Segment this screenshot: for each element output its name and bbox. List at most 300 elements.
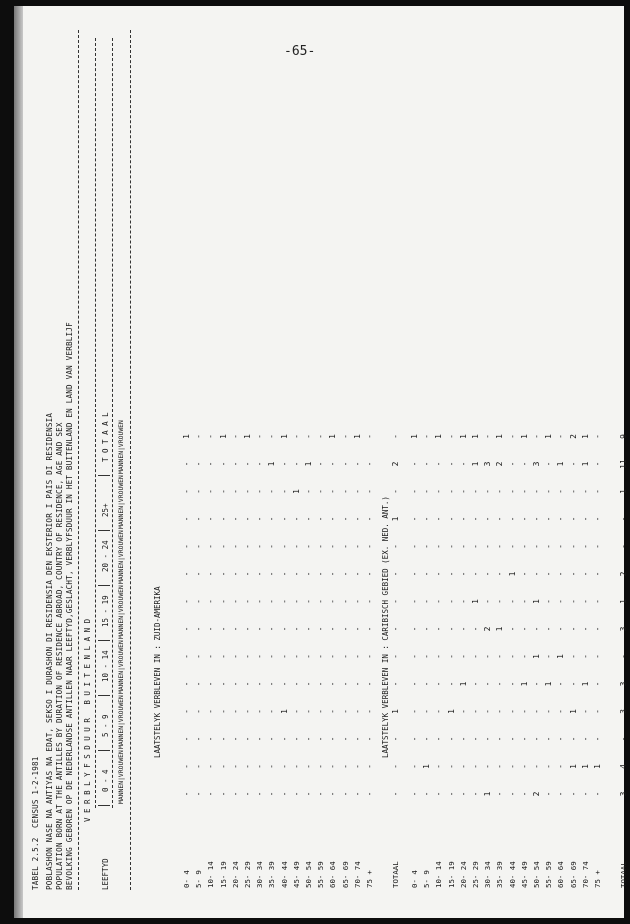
table-cell: - <box>495 571 505 577</box>
total-cell: 3 <box>619 791 629 797</box>
table-cell: 1 <box>483 791 493 797</box>
table-cell: - <box>206 791 216 797</box>
age-label: 70- 74 <box>352 861 362 888</box>
table-cell: 1 <box>544 434 554 439</box>
table-cell: 1 <box>446 709 456 714</box>
table-cell: - <box>230 736 240 742</box>
table-cell: - <box>544 764 554 769</box>
table-cell: - <box>182 489 191 494</box>
table-cell: - <box>422 709 432 714</box>
table-cell: - <box>182 516 191 522</box>
table-cell: - <box>267 571 277 577</box>
table-cell: - <box>352 681 362 687</box>
table-cell: - <box>206 599 216 604</box>
section-title: LAATSTELYK VERBLEVEN IN : CARIBISCH GEBIED (EX. NED. ANT.) <box>381 496 390 758</box>
sex-labels: MANNEN|VROUWEN <box>117 420 125 474</box>
table-cell: - <box>291 434 301 439</box>
total-cell: 2 <box>391 461 401 467</box>
table-cell: - <box>422 654 432 659</box>
table-cell: - <box>316 571 326 577</box>
table-cell: - <box>365 791 374 797</box>
table-cell: - <box>340 571 350 577</box>
table-cell: - <box>556 626 566 632</box>
table-cell: - <box>255 461 265 467</box>
age-label: 30- 34 <box>255 861 265 888</box>
table-cell: 3 <box>483 461 493 467</box>
table-cell: - <box>556 516 566 522</box>
table-cell: - <box>230 791 240 797</box>
table-cell: - <box>495 791 505 797</box>
table-cell: - <box>291 736 301 742</box>
table-cell: - <box>328 461 338 467</box>
table-cell: - <box>446 516 456 522</box>
table-cell: - <box>267 626 277 632</box>
table-cell: - <box>458 461 468 467</box>
table-cell: - <box>279 654 289 659</box>
table-cell: - <box>340 516 350 522</box>
age-label: 5- 9 <box>422 870 432 888</box>
table-cell: - <box>458 626 468 632</box>
column-separator <box>98 805 110 806</box>
age-label: 55- 59 <box>544 861 554 888</box>
table-cell: - <box>328 571 338 577</box>
table-cell: - <box>352 489 362 494</box>
age-label: 65- 69 <box>340 861 350 888</box>
table-cell: - <box>365 571 374 577</box>
sex-labels: MANNEN|VROUWEN <box>117 475 125 529</box>
table-cell: - <box>593 736 602 742</box>
sex-labels: MANNEN|VROUWEN <box>117 750 125 804</box>
table-cell: 2 <box>568 434 578 439</box>
table-cell: - <box>291 571 301 577</box>
table-cell: - <box>279 516 289 522</box>
table-cell: - <box>328 516 338 522</box>
table-cell: - <box>410 654 419 659</box>
table-cell: - <box>255 544 265 549</box>
table-cell: - <box>291 626 301 632</box>
table-cell: - <box>291 461 301 467</box>
table-cell: - <box>206 736 216 742</box>
table-cell: - <box>255 736 265 742</box>
sex-labels: MANNEN|VROUWEN <box>117 640 125 694</box>
table-cell: - <box>243 681 252 687</box>
table-cell: - <box>352 599 362 604</box>
table-cell: - <box>593 626 602 632</box>
table-cell: - <box>291 516 301 522</box>
table-cell: - <box>568 626 578 632</box>
table-cell: - <box>218 571 228 577</box>
total-cell: 3 <box>619 681 629 687</box>
table-cell: - <box>291 709 301 714</box>
table-cell: - <box>340 626 350 632</box>
table-cell: - <box>316 599 326 604</box>
table-cell: - <box>568 791 578 797</box>
table-cell: - <box>458 544 468 549</box>
table-cell: - <box>580 599 590 604</box>
table-cell: - <box>316 461 326 467</box>
table-cell: - <box>291 654 301 659</box>
table-cell: - <box>483 516 493 522</box>
duration-group-label: 25+ <box>101 503 110 517</box>
table-cell: - <box>182 461 191 467</box>
table-cell: - <box>471 764 480 769</box>
table-cell: - <box>328 736 338 742</box>
table-cell: - <box>495 544 505 549</box>
table-cell: - <box>410 489 419 494</box>
table-cell: - <box>434 791 444 797</box>
table-cell: - <box>352 544 362 549</box>
table-cell: - <box>182 791 191 797</box>
table-cell: 1 <box>434 434 444 439</box>
table-cell: - <box>434 764 444 769</box>
table-cell: - <box>532 489 541 494</box>
table-cell: - <box>255 654 265 659</box>
table-cell: - <box>243 516 252 522</box>
table-cell: 1 <box>556 654 566 659</box>
table-cell: - <box>279 791 289 797</box>
census-date: CENSUS 1-2-1981 <box>31 756 40 828</box>
table-cell: - <box>471 626 480 632</box>
table-cell: - <box>446 461 456 467</box>
table-cell: - <box>365 434 374 439</box>
table-cell: - <box>340 434 350 439</box>
table-cell: - <box>255 791 265 797</box>
table-cell: - <box>194 489 204 494</box>
table-cell: - <box>568 461 578 467</box>
table-cell: - <box>458 516 468 522</box>
total-cell: - <box>391 544 401 549</box>
table-cell: - <box>328 489 338 494</box>
age-label: 70- 74 <box>580 861 590 888</box>
table-cell: 1 <box>279 709 289 714</box>
total-label: TOTAAL <box>391 861 401 888</box>
table-cell: - <box>507 599 517 604</box>
table-cell: - <box>206 489 216 494</box>
table-cell: - <box>316 791 326 797</box>
table-cell: - <box>556 764 566 769</box>
table-cell: - <box>593 599 602 604</box>
table-cell: 1 <box>279 434 289 439</box>
table-cell: - <box>194 434 204 439</box>
table-cell: - <box>352 654 362 659</box>
table-cell: - <box>255 764 265 769</box>
table-cell: - <box>304 516 313 522</box>
table-cell: - <box>532 736 541 742</box>
table-cell: - <box>206 709 216 714</box>
column-separator <box>98 585 110 586</box>
table-cell: - <box>255 516 265 522</box>
table-cell: - <box>194 791 204 797</box>
total-cell: - <box>391 599 401 604</box>
table-cell: - <box>556 571 566 577</box>
table-cell: - <box>218 489 228 494</box>
table-cell: - <box>556 489 566 494</box>
table-cell: - <box>568 736 578 742</box>
column-separator <box>98 475 110 476</box>
age-label: 10- 14 <box>434 861 444 888</box>
table-cell: - <box>206 544 216 549</box>
table-cell: - <box>544 736 554 742</box>
table-cell: - <box>243 764 252 769</box>
table-cell: - <box>471 654 480 659</box>
table-cell: - <box>410 544 419 549</box>
table-cell: - <box>507 626 517 632</box>
table-cell: - <box>352 571 362 577</box>
table-cell: - <box>434 709 444 714</box>
total-cell: 3 <box>619 709 629 714</box>
table-cell: - <box>304 489 313 494</box>
table-cell: - <box>532 544 541 549</box>
table-cell: - <box>255 434 265 439</box>
table-cell: - <box>316 544 326 549</box>
table-cell: - <box>267 599 277 604</box>
table-cell: - <box>230 764 240 769</box>
table-cell: - <box>446 681 456 687</box>
table-cell: - <box>365 654 374 659</box>
table-cell: - <box>532 571 541 577</box>
table-cell: 1 <box>471 599 480 604</box>
table-cell: - <box>507 791 517 797</box>
age-label: 65- 69 <box>568 861 578 888</box>
table-cell: 1 <box>568 764 578 769</box>
table-cell: - <box>410 709 419 714</box>
table-cell: - <box>519 461 529 467</box>
table-cell: - <box>519 599 529 604</box>
table-cell: - <box>267 434 277 439</box>
table-cell: - <box>507 516 517 522</box>
table-cell: - <box>304 681 313 687</box>
table-cell: - <box>352 516 362 522</box>
table-cell: - <box>458 654 468 659</box>
table-cell: - <box>483 654 493 659</box>
table-cell: - <box>365 461 374 467</box>
table-cell: - <box>568 544 578 549</box>
table-cell: - <box>544 544 554 549</box>
age-label: 20- 24 <box>458 861 468 888</box>
table-cell: - <box>279 461 289 467</box>
age-label: 20- 24 <box>230 861 240 888</box>
sex-labels: MANNEN|VROUWEN <box>117 530 125 584</box>
table-cell: - <box>556 544 566 549</box>
table-cell: - <box>593 489 602 494</box>
table-cell: - <box>495 709 505 714</box>
table-cell: - <box>279 599 289 604</box>
table-cell: - <box>519 709 529 714</box>
table-cell: - <box>365 764 374 769</box>
table-cell: - <box>593 791 602 797</box>
table-cell: - <box>206 654 216 659</box>
table-cell: - <box>519 571 529 577</box>
table-cell: - <box>580 544 590 549</box>
table-cell: - <box>410 599 419 604</box>
table-cell: - <box>568 654 578 659</box>
table-cell: - <box>471 489 480 494</box>
table-cell: - <box>422 736 432 742</box>
table-cell: - <box>410 516 419 522</box>
table-cell: - <box>218 626 228 632</box>
table-cell: - <box>519 791 529 797</box>
table-cell: - <box>422 791 432 797</box>
table-cell: - <box>593 544 602 549</box>
total-cell: 9 <box>619 434 629 439</box>
table-cell: - <box>243 599 252 604</box>
table-cell: - <box>194 461 204 467</box>
table-cell: - <box>291 544 301 549</box>
table-cell: - <box>422 571 432 577</box>
table-cell: - <box>279 681 289 687</box>
column-separator <box>98 530 110 531</box>
table-cell: 1 <box>568 709 578 714</box>
age-label: 0- 4 <box>410 870 419 888</box>
title-dutch: BEVOLKING GEBOREN OP DE NEDERLANDSE ANTILLEN NAAR LEEFTYD,GESLACHT, VERBLYFSDUUR IN HET BUITENLAND EN LAND VAN VERBLIJF <box>65 322 74 890</box>
table-cell: - <box>532 709 541 714</box>
duration-group-label: 10 - 14 <box>101 650 110 682</box>
table-cell: - <box>519 654 529 659</box>
table-cell: - <box>365 681 374 687</box>
table-cell: - <box>580 571 590 577</box>
table-cell: - <box>206 764 216 769</box>
table-cell: - <box>194 736 204 742</box>
table-cell: - <box>556 791 566 797</box>
header-rule-top <box>78 30 79 890</box>
table-cell: - <box>483 434 493 439</box>
table-cell: - <box>194 571 204 577</box>
table-cell: - <box>458 736 468 742</box>
table-cell: - <box>243 654 252 659</box>
table-cell: - <box>556 709 566 714</box>
table-cell: - <box>291 599 301 604</box>
table-cell: 1 <box>422 764 432 769</box>
table-cell: - <box>218 709 228 714</box>
age-label: 30- 34 <box>483 861 493 888</box>
table-cell: - <box>568 599 578 604</box>
table-cell: - <box>279 736 289 742</box>
table-cell: - <box>434 626 444 632</box>
table-cell: - <box>230 516 240 522</box>
table-cell: - <box>328 709 338 714</box>
table-cell: 1 <box>580 434 590 439</box>
table-cell: - <box>495 654 505 659</box>
total-cell: - <box>391 654 401 659</box>
table-cell: - <box>471 544 480 549</box>
table-cell: - <box>507 489 517 494</box>
table-cell: - <box>230 571 240 577</box>
table-cell: - <box>434 516 444 522</box>
table-cell: - <box>255 681 265 687</box>
table-cell: - <box>495 764 505 769</box>
table-cell: - <box>206 434 216 439</box>
table-cell: - <box>365 544 374 549</box>
age-column-header: LEEFTYD <box>101 858 110 890</box>
total-cell: - <box>619 654 629 659</box>
table-cell: - <box>580 736 590 742</box>
duration-group-label: 15 - 19 <box>101 595 110 627</box>
table-cell: - <box>568 681 578 687</box>
table-cell: - <box>304 709 313 714</box>
table-cell: - <box>568 489 578 494</box>
duration-group-label: T O T A A L <box>101 412 110 462</box>
total-cell: 2 <box>619 571 629 577</box>
age-label: 40- 44 <box>507 861 517 888</box>
table-cell: - <box>182 626 191 632</box>
table-cell: 1 <box>556 461 566 467</box>
table-cell: - <box>434 736 444 742</box>
table-cell: - <box>471 709 480 714</box>
table-cell: - <box>544 461 554 467</box>
table-cell: - <box>255 571 265 577</box>
table-cell: - <box>340 599 350 604</box>
table-cell: - <box>422 544 432 549</box>
table-cell: - <box>340 709 350 714</box>
title-papiamentu: POBLASHON NASE NA ANTIYAS NA EDAT, SEKSO I DURASHON DI RESIDENSIA DEN EKSTERIOR I PAIS DI RESIDENSIA <box>45 412 54 890</box>
age-label: 15- 19 <box>218 861 228 888</box>
rotated-census-table <box>22 24 629 898</box>
table-cell: 1 <box>328 434 338 439</box>
table-cell: - <box>352 626 362 632</box>
table-cell: - <box>365 626 374 632</box>
table-cell: - <box>532 516 541 522</box>
table-cell: - <box>340 764 350 769</box>
total-cell: 1 <box>391 516 401 522</box>
table-cell: - <box>507 764 517 769</box>
table-cell: - <box>182 544 191 549</box>
sex-labels: MANNEN|VROUWEN <box>117 585 125 639</box>
table-cell: - <box>267 681 277 687</box>
table-cell: 1 <box>519 434 529 439</box>
table-cell: - <box>182 764 191 769</box>
table-cell: - <box>328 626 338 632</box>
table-cell: - <box>593 461 602 467</box>
table-cell: - <box>267 791 277 797</box>
table-cell: - <box>255 599 265 604</box>
table-cell: - <box>243 489 252 494</box>
table-cell: - <box>206 516 216 522</box>
total-cell: - <box>391 434 401 439</box>
table-cell: - <box>352 461 362 467</box>
table-cell: - <box>243 571 252 577</box>
table-cell: 1 <box>410 434 419 439</box>
table-cell: - <box>218 599 228 604</box>
table-cell: - <box>410 461 419 467</box>
table-cell: - <box>483 599 493 604</box>
table-cell: - <box>218 461 228 467</box>
table-cell: 1 <box>519 681 529 687</box>
table-cell: - <box>495 681 505 687</box>
table-cell: - <box>544 571 554 577</box>
table-cell: - <box>316 516 326 522</box>
table-cell: - <box>471 736 480 742</box>
table-cell: - <box>434 571 444 577</box>
table-cell: - <box>434 489 444 494</box>
table-cell: - <box>483 681 493 687</box>
table-cell: - <box>328 599 338 604</box>
table-cell: - <box>365 489 374 494</box>
table-cell: - <box>544 489 554 494</box>
table-cell: - <box>410 736 419 742</box>
age-label: 15- 19 <box>446 861 456 888</box>
table-cell: - <box>328 791 338 797</box>
header-rule-sex <box>112 38 113 808</box>
table-cell: - <box>243 709 252 714</box>
table-cell: - <box>182 681 191 687</box>
table-cell: 1 <box>458 434 468 439</box>
table-cell: - <box>230 626 240 632</box>
table-cell: - <box>340 544 350 549</box>
table-cell: - <box>556 434 566 439</box>
table-cell: - <box>218 736 228 742</box>
table-cell: - <box>580 791 590 797</box>
group-title: V E R B L Y F S D U U R B U I T E N L A N D <box>83 618 92 822</box>
